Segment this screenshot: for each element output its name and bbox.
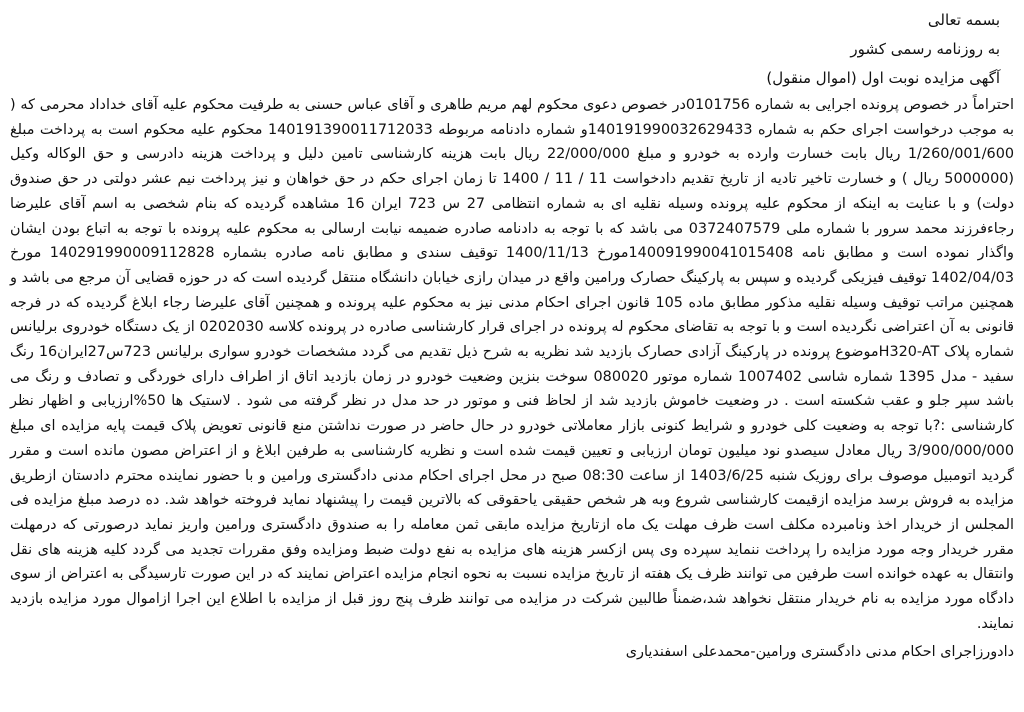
- basmala-heading: بسمه تعالی: [927, 11, 1000, 29]
- recipient-heading: به روزنامه رسمی کشور: [850, 40, 1000, 58]
- signature-line: دادورزاجرای احکام مدنی دادگستری ورامین-محمدعلی اسفندیاری: [625, 644, 1014, 661]
- notice-title: آگهی مزایده نوبت اول (اموال منقول): [766, 69, 1000, 87]
- notice-body: احتراماً در خصوص پرونده اجرایی به شماره 0101756در خصوص دعوی محکوم لهم مریم طاهری و آقای عباس حسنی به طرفیت محکوم علیه آقای خداداد محرمی که ( به موجب درخواست اجرای حکم به شماره 140191990032629433و شماره دادنامه مربوطه 140191390011712033 محکوم علیه محکوم است به پرداخت مبلغ 1/260/001/600 ریال بابت خسارت وارده به خودرو و مبلغ 22/000/000 ریال بابت هزینه کارشناسی تامین دلیل و پرداخت هزینه دادرسی و حق الوکاله وکیل (5000000 ریال ) و خسارت تاخیر تادیه از تاریخ تقدیم دادخواست 11 / 11 / 1400 تا زمان اجرای حکم در حق خواهان و نیز پرداخت نیم عشر دولتی در حق صندوق دولت) و با عنایت به اینکه از محکوم علیه پرونده وسیله نقلیه ای به شماره انتظامی 27 س 723 ایران 16 مشاهده گردیده که بنام شخصی به اسم آقای علیرضا رجاءفرزند محمد سرور با شماره ملی 0372407579 می باشد که با توجه به دادنامه صادره ضمیمه نیابت ارسالی به محکوم علیه پرونده با توجه به اتباع بودن ایشان واگذار نموده است و مطابق نامه 140091990041015408مورخ 1400/11/13 توقیف سندی و مطابق نامه صادره بشماره 140291990009112828 مورخ 1402/04/03 توقیف فیزیکی گردیده و سپس به پارکینگ حصارک ورامین واقع در میدان رازی خیابان دانشگاه منتقل گردیده است که در حوزه قضایی آن مرجع می باشد و همچنین مراتب توقیف وسیله نقلیه مذکور مطابق ماده 105 قانون اجرای احکام مدنی نیز به محکوم علیه پرونده و همچنین آقای علیرضا رجاء ابلاغ گردیده که در فرجه قانونی به آن اعتراضی نگردیده است و با توجه به تقاضای محکوم له پرونده در اجرای قرار کارشناسی صادره در پرونده کلاسه 0202030 از یک دستگاه خودروی برلیانس شماره پلاک H320-ATموضوع پرونده در پارکینگ آزادی حصارک بازدید شد نظریه به شرح ذیل تقدیم می گردد مشخصات خودرو سواری برلیانس 723س27ایران16 رنگ سفید - مدل 1395 شماره شاسی 1007402 شماره موتور 080020 سوخت بنزین وضعیت خودرو در زمان بازدید اتاق از اطراف دارای خوردگی و تصادف و رنگ می باشد سپر جلو و عقب شکسته است . در وضعیت خاموش بازدید شد از لحاظ فنی و موتور در حد مدل در نظر گرفته می شود . لاستیک ها 50%ارزیابی و اظهار نظر کارشناسی :?با توجه به وضعیت کلی خودرو و شرایط کنونی بازار معاملاتی خودرو در حال حاضر در صورت نداشتن منع قانونی تعویض پلاک قیمت پایه مزایده ای مبلغ 3/900/000/000 ریال معادل سیصدو نود میلیون تومان ارزیابی و تعیین قیمت شده است و نظریه کارشناسی به طرفین ابلاغ و از اعتراض مصون مانده است و مقرر گردید اتومبیل موصوف برای روزیک شنبه 1403/6/25 از ساعت 08:30 صبح در محل اجرای احکام مدنی دادگستری ورامین و با حضور نماینده محترم دادستان ازطریق مزایده به فروش برسد مزایده ازقیمت کارشناسی شروع وبه هر شخص حقیقی یاحقوقی که بالاترین قیمت را پیشنهاد نماید فروخته خواهد شد. ده درصد مبلغ مزایده فی المجلس از خریدار اخذ ونامبرده مکلف است ظرف مهلت یک ماه ازتاریخ مزایده مابقی ثمن معامله را به صندوق دادگستری ورامین واریز نماید درصورتی که درمهلت مقرر خریدار وجه مورد مزایده را پرداخت ننماید سپرده وی پس ازکسر هزینه های مزایده به نفع دولت ضبط ومزایده وفق مقررات تجدید می گردد کلیه هزینه های نقل وانتقال به عهده خوانده است طرفین می توانند ظرف یک هفته از تاریخ مزایده نسبت به نحوه انجام مزایده اعتراض نمایند که در این صورت تارسیدگی به اعتراض از سوی دادگاه مورد مزایده به نام خریدار منتقل نخواهد شد،ضمناً طالبین شرکت در مزایده می توانند ظرف پنج روز قبل از مزایده با اطلاع این اجرا ازاموال مورد مزایده بازدید نمایند.: [10, 97, 1015, 632]
- auction-notice: [10, 6, 1014, 664]
